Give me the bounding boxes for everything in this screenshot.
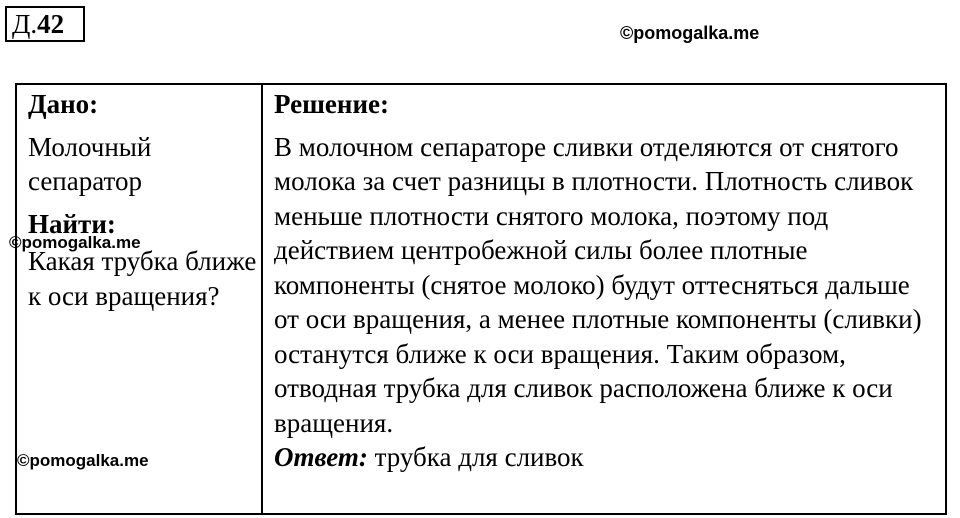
answer-text: трубка для сливок [374, 442, 584, 472]
watermark-middle: ©pomogalka.me [9, 233, 141, 252]
given-heading: Дано: [28, 89, 99, 119]
find-heading: Найти: [28, 208, 116, 239]
task-number-box [5, 6, 85, 42]
solution-column [262, 84, 946, 514]
answer-label: Ответ: [274, 442, 368, 472]
solution-heading: Решение: [274, 89, 389, 119]
given-text: Молочный сепаратор [28, 131, 152, 196]
task-label: Д. [12, 9, 38, 39]
watermark-top: ©pomogalka.me [620, 23, 760, 43]
given-column [16, 84, 262, 514]
solution-text [274, 130, 945, 475]
task-table [15, 83, 947, 515]
task-number: 42 [37, 9, 65, 39]
solution-body: В молочном сепараторе сливки отделяются от снятого молока за счет разницы в плотности. Плотность сливок меньше плотности снятого молока, поэтому под действием центробежной силы более плотные компоненты (снятое молоко) будут оттесняться дальше от оси вращения, а менее плотные компоненты (сливки) останутся ближе к оси вращения. Таким образом, отводная трубка для сливок расположена ближе к оси вращения. [274, 131, 922, 438]
watermark-bottom: ©pomogalka.me [17, 451, 149, 470]
find-text: Какая трубка ближе к оси вращения? [28, 246, 257, 311]
task-table-row [16, 84, 946, 514]
